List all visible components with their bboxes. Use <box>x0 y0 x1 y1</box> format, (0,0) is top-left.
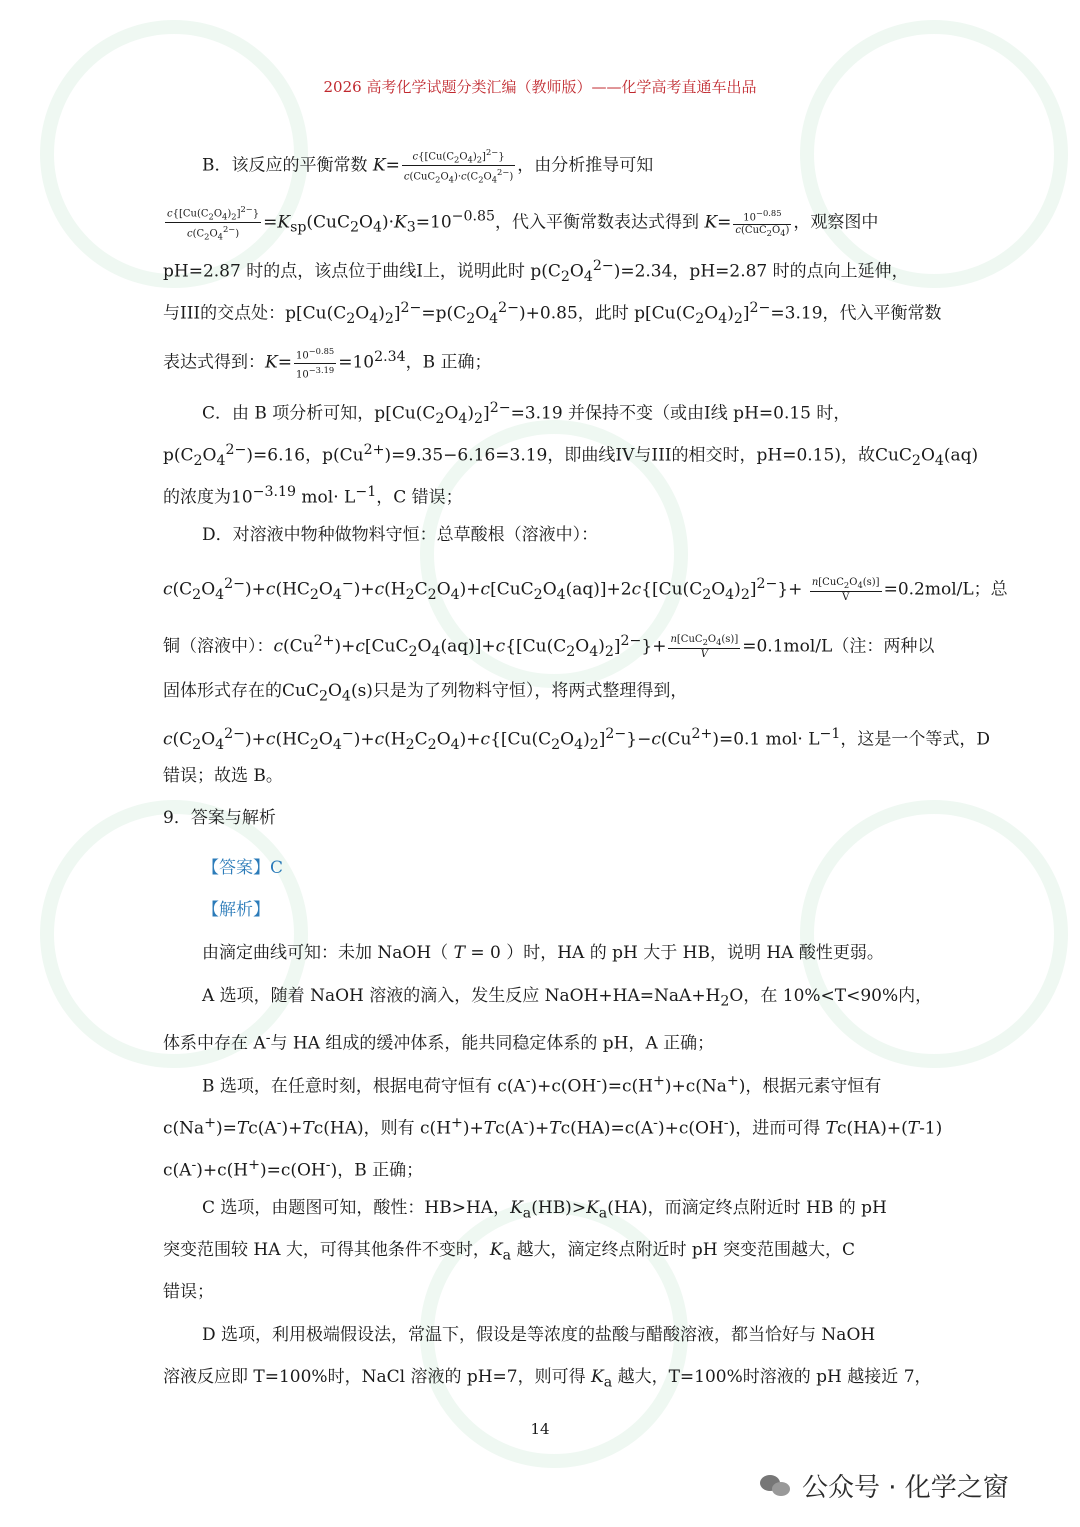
text-line: A 选项，随着 NaOH 溶液的滴入，发生反应 $NaOH+HA=NaA+H_2O$，在 10%<T<90%内， <box>202 986 933 1010</box>
answer-label: 【答案】C <box>202 858 284 878</box>
text-line: 错误；故选 B。 <box>163 766 283 786</box>
text-line: 溶液反应即 T=100%时，NaCl 溶液的 pH=7，则可得 $K_a$ 越大，T=100%时溶液的 pH 越接近 7， <box>163 1367 932 1391</box>
text-line: 铜（溶液中）：$c(Cu^{2+})+c[CuC_2O_4(aq)]+c\{[Cu(C_2O_4)_2]^{2-}\}+$ $\frac{n[CuC_2O_4(s)]}{V}$ =0.1mol/L（注：两种以 <box>163 633 935 661</box>
text-line: c(A-)+c(H+)=c(OH-)，B 正确； <box>163 1157 424 1181</box>
fraction: $\frac{c\{[Cu(C_2O_4)_2]^{2-}\}}{c(C_2O_4^{2-})}$ <box>167 204 260 242</box>
question-heading: 9．答案与解析 <box>163 808 276 828</box>
text-line: $\frac{c\{[Cu(C_2O_4)_2]^{2-}\}}{c(C_2O_4^{2-})}$ $=K_{sp}(CuC_2O_4)\cdot K_3=10^{-0.85}$，代入平衡常数表达式得到 K= $\frac{10^{-0.85}}{c(CuC_2O_4)}$ ，观察图中 <box>167 204 879 242</box>
wechat-icon <box>760 1473 792 1499</box>
text-line: pH=2.87 时的点，该点位于曲线I上，说明此时 $p(C_2O_4^{2-})=2.34$，pH=2.87 时的点向上延伸， <box>163 258 909 286</box>
text-line: D 选项，利用极端假设法，常温下，假设是等浓度的盐酸与醋酸溶液，都当恰好与 NaOH <box>202 1325 876 1345</box>
text-line: C 选项，由题图可知，酸性：HB>HA，$K_a(HB)>K_a(HA)$，而滴定终点附近时 HB 的 pH <box>202 1198 887 1222</box>
text-line: 突变范围较 HA 大，可得其他条件不变时，$K_a$ 越大，滴定终点附近时 pH 突变范围越大，C <box>163 1240 856 1264</box>
fraction: $\frac{10^{-0.85}}{10^{-3.19}}$ <box>295 346 335 380</box>
text-line: 错误； <box>163 1282 214 1302</box>
footer-label: 公众号 · 化学之窗 <box>802 1473 1009 1503</box>
page-header: 2026 高考化学试题分类汇编（教师版）——化学高考直通车出品 <box>323 78 757 96</box>
text-line: 的浓度为$10^{-3.19}$ $mol\cdot L^{-1}$，C 错误； <box>163 484 463 508</box>
footer-account <box>760 1467 1009 1504</box>
text-line: 表达式得到：K= $\frac{10^{-0.85}}{10^{-3.19}}$ $=10^{2.34}$，B 正确； <box>163 346 492 380</box>
watermark-circle <box>800 20 1068 288</box>
text-line: 由滴定曲线可知：未加 NaOH（ T = 0 ）时，HA 的 pH 大于 HB，说明 HA 酸性更弱。 <box>202 943 884 963</box>
text-line: B 选项，在任意时刻，根据电荷守恒有 c(A-)+c(OH-)=c(H+)+c(Na+)，根据元素守恒有 <box>202 1073 882 1097</box>
fraction: $\frac{c\{[Cu(C_2O_4)_2]^{2-}\}}{c(CuC_2O_4)\cdot c(C_2O_4^{2-})}$ <box>403 147 514 185</box>
text-line: $p(C_2O_4^{2-})=6.16$，$p(Cu^{2+})=9.35-6.16=3.19$，即曲线IV与III的相交时，pH=0.15)，故$CuC_2O_4(aq)$ <box>163 442 979 470</box>
text-line: c(Na+)=Tc(A-)+Tc(HA)，则有 c(H+)+Tc(A-)+Tc(HA)=c(A-)+c(OH-)，进而可得 Tc(HA)+(T-1) <box>163 1115 943 1139</box>
fraction: $\frac{n[CuC_2O_4(s)]}{V}$ <box>670 633 739 660</box>
analysis-label: 【解析】 <box>202 900 270 920</box>
text-line: 固体形式存在的$CuC_2O_4(s)$只是为了列物料守恒），将两式整理得到， <box>163 681 688 705</box>
text-line: D．对溶液中物种做物料守恒：总草酸根（溶液中）： <box>202 525 599 545</box>
text-line: B．该反应的平衡常数 K= $\frac{c\{[Cu(C_2O_4)_2]^{2-}\}}{c(CuC_2O_4)\cdot c(C_2O_4^{2-})}$ ，由分析推导可知 <box>202 147 654 185</box>
text-line: $c(C_2O_4^{2-})+c(HC_2O_4^-)+c(H_2C_2O_4)+c[CuC_2O_4(aq)]+2c\{[Cu(C_2O_4)_2]^{2-}\}+$ $\frac{n[CuC_2O_4(s)]}{V}$ =0.2mol/L；总 <box>163 576 1008 604</box>
watermark-circle <box>800 800 1068 1068</box>
fraction: $\frac{n[CuC_2O_4(s)]}{V}$ <box>811 576 880 603</box>
fraction: $\frac{10^{-0.85}}{c(CuC_2O_4)}$ <box>735 207 790 238</box>
text-line: 体系中存在 A-与 HA 组成的缓冲体系，能共同稳定体系的 pH，A 正确； <box>163 1030 715 1054</box>
text-line: 与III的交点处：$p[Cu(C_2O_4)_2]^{2-}=p(C_2O_4^{2-})+0.85$，此时 $p[Cu(C_2O_4)_2]^{2-}=3.19$，代入平衡常数 <box>163 300 942 328</box>
text-line: $c(C_2O_4^{2-})+c(HC_2O_4^-)+c(H_2C_2O_4)+c\{[Cu(C_2O_4)_2]^{2-}\}-c(Cu^{2+})=0.1$ $mol\cdot L^{-1}$，这是一个等式，D <box>163 726 991 754</box>
text-line: C．由 B 项分析可知，$p[Cu(C_2O_4)_2]^{2-}=3.19$ 并保持不变（或由I线 pH=0.15 时， <box>202 400 851 428</box>
page-number: 14 <box>530 1420 550 1438</box>
